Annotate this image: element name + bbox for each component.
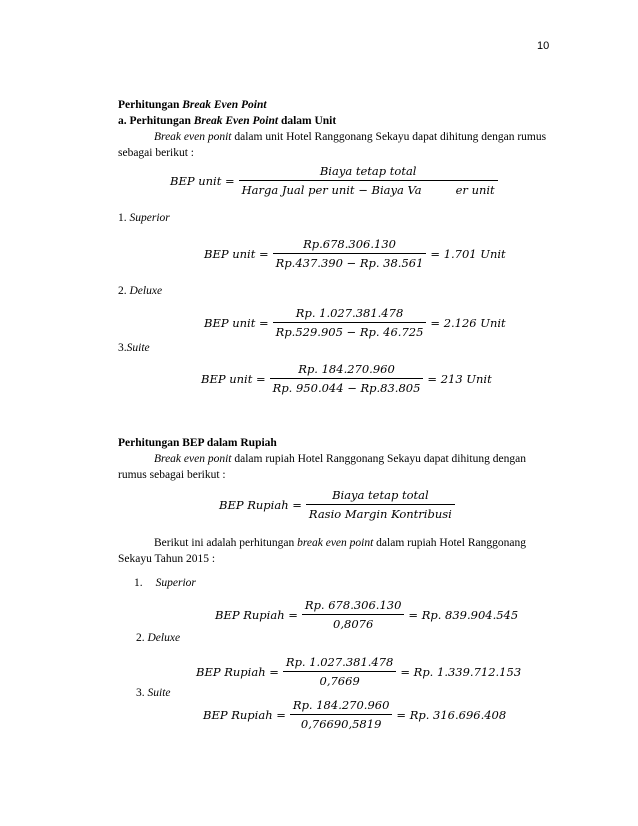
equation-fraction — [273, 237, 427, 270]
bep-unit-formula — [170, 164, 498, 197]
item-name: Suite — [147, 687, 171, 699]
formula-lhs: BEP unit = — [170, 173, 235, 188]
equation-result: = 2.126 Unit — [430, 315, 506, 330]
item-number: 3. — [118, 342, 127, 354]
section2-title: Perhitungan BEP dalam Rupiah — [118, 437, 277, 449]
equation-numerator: Rp. 1.027.381.478 — [273, 306, 427, 323]
section-title-italic: Break Even Point — [182, 99, 267, 111]
equation-numerator: Rp. 1.027.381.478 — [283, 655, 396, 672]
equation-lhs: BEP unit = — [201, 371, 266, 386]
intro-line2: sebagai berikut : — [118, 147, 195, 159]
formula-denominator: Rasio Margin Kontribusi — [308, 507, 452, 521]
unit-equation-1 — [204, 237, 506, 270]
equation-denominator: Rp. 950.044 − Rp.83.805 — [272, 381, 421, 395]
equation-result: = 1.701 Unit — [430, 246, 506, 261]
rupiah-item-3-label — [136, 685, 171, 702]
subsection-title — [118, 113, 336, 130]
equation-lhs: BEP Rupiah = — [196, 664, 279, 679]
item-name: Suite — [126, 342, 150, 354]
para-text-a: Berikut ini adalah perhitungan — [154, 537, 298, 549]
equation-denominator: Rp.437.390 − Rp. 38.561 — [275, 256, 424, 270]
equation-fraction — [302, 598, 405, 631]
unit-item-1-label — [118, 210, 170, 227]
page-number: 10 — [537, 40, 550, 52]
formula-numerator: Biaya tetap total — [239, 164, 498, 181]
equation-result: = Rp. 1.339.712.153 — [400, 664, 522, 679]
equation-denominator: 0,8076 — [333, 617, 374, 631]
equation-fraction — [283, 655, 396, 688]
equation-denominator: Rp.529.905 − Rp. 46.725 — [275, 325, 424, 339]
equation-lhs: BEP Rupiah = — [215, 607, 298, 622]
item-number: 3. — [136, 687, 148, 699]
subsection-italic: Break Even Point — [193, 115, 279, 127]
para-italic: break even point — [297, 537, 374, 549]
intro-text: dalam rupiah Hotel Ranggonang Sekayu dapat dihitung dengan — [231, 453, 526, 465]
item-name: Superior — [155, 577, 196, 589]
equation-fraction — [290, 698, 393, 731]
equation-result: = Rp. 316.696.408 — [396, 707, 507, 722]
section-title-text: Perhitungan — [118, 99, 183, 111]
equation-numerator: Rp. 184.270.960 — [270, 362, 424, 379]
equation-result: = 213 Unit — [427, 371, 492, 386]
rupiah-equation-2 — [196, 655, 521, 688]
bep-rupiah-formula — [219, 488, 455, 521]
intro-italic: Break even ponit — [154, 131, 232, 143]
item-number: 1. — [134, 577, 143, 589]
item-number: 2. — [136, 632, 148, 644]
para-text-b: dalam rupiah Hotel Ranggonang — [373, 537, 526, 549]
equation-result: = Rp. 839.904.545 — [408, 607, 519, 622]
formula-lhs: BEP Rupiah = — [219, 497, 302, 512]
section2-intro — [118, 451, 549, 468]
item-name: Deluxe — [147, 632, 181, 644]
item-name: Superior — [129, 212, 170, 224]
rupiah-equation-1 — [215, 598, 518, 631]
section2-intro-line2: rumus sebagai berikut : — [118, 469, 226, 481]
intro-text: dalam unit Hotel Ranggonang Sekayu dapat dihitung dengan rumus — [231, 131, 547, 143]
section2-paragraph — [118, 535, 549, 552]
equation-denominator: 0,76690,5819 — [300, 717, 382, 731]
equation-lhs: BEP Rupiah = — [203, 707, 286, 722]
unit-equation-3 — [201, 362, 492, 395]
equation-numerator: Rp. 184.270.960 — [290, 698, 393, 715]
intro-italic: Break even ponit — [154, 453, 232, 465]
equation-denominator: 0,7669 — [319, 674, 360, 688]
section-title — [118, 97, 267, 114]
equation-fraction — [270, 362, 424, 395]
item-name: Deluxe — [129, 285, 163, 297]
formula-denominator-tail: er unit — [455, 183, 495, 197]
equation-lhs: BEP unit = — [204, 315, 269, 330]
equation-numerator: Rp.678.306.130 — [273, 237, 427, 254]
formula-denominator — [239, 181, 498, 197]
rupiah-equation-3 — [203, 698, 506, 731]
unit-item-3-label — [118, 340, 150, 357]
item-number: 2. — [118, 285, 130, 297]
unit-equation-2 — [204, 306, 506, 339]
intro-paragraph — [118, 129, 549, 146]
formula-fraction — [306, 488, 455, 521]
formula-denominator-visible: Harga Jual per unit − Biaya Va — [241, 183, 422, 197]
rupiah-item-1-label — [134, 575, 196, 592]
formula-fraction — [239, 164, 498, 197]
equation-fraction — [273, 306, 427, 339]
rupiah-item-2-label — [136, 630, 180, 647]
equation-lhs: BEP unit = — [204, 246, 269, 261]
item-number: 1. — [118, 212, 130, 224]
unit-item-2-label — [118, 283, 162, 300]
subsection-prefix: a. Perhitungan — [118, 115, 194, 127]
subsection-suffix: dalam Unit — [278, 115, 337, 127]
section2-paragraph-line2: Sekayu Tahun 2015 : — [118, 553, 216, 565]
equation-numerator: Rp. 678.306.130 — [302, 598, 405, 615]
formula-numerator: Biaya tetap total — [306, 488, 455, 505]
